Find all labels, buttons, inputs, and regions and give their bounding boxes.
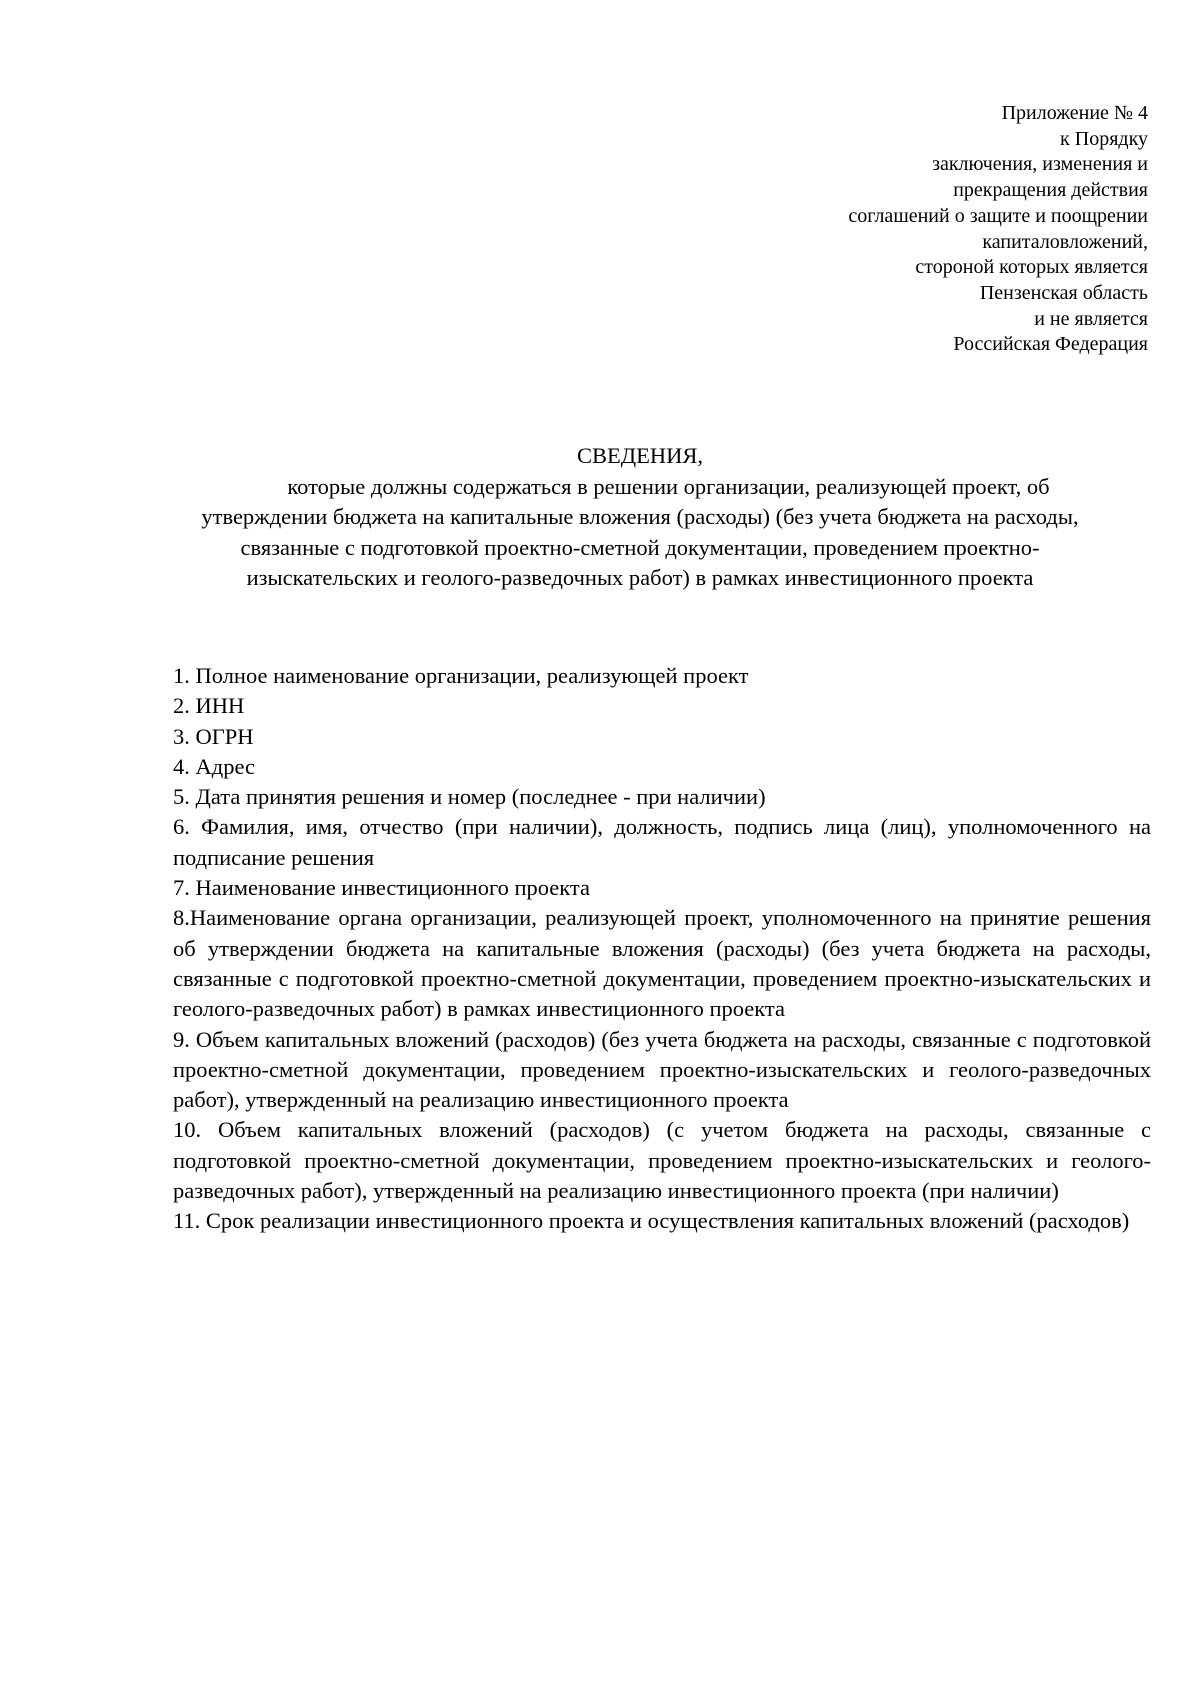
list-item: 2. ИНН (173, 693, 245, 719)
appendix-line: соглашений о защите и поощрении (848, 204, 1148, 227)
list-item: 1. Полное наименование организации, реализующей проект (173, 663, 749, 688)
list-item: 8.Наименование органа организации, реализующей проект, уполномоченного на принятие решения об утверждении бюджета на капитальные вложения (расходы) (без учета бюджета на расходы, связанные с подготовкой проектно-сметной документации, проведением проектно-изыскательских и геолого-разведочных работ) в рамках инвестиционного проекта (173, 905, 1151, 1022)
document-subtitle: которые должны содержаться в решении организации, реализующей проект, об утверждении бюджета на капитальные вложения (расходы) (без учета бюджета на расходы, связанные с подготовкой проектно-сметной документации, проведением проектно-изыскательских и геолого-разведочных работ) в рамках инвестиционного проекта (201, 473, 1079, 590)
appendix-line: прекращения действия (953, 179, 1148, 202)
appendix-line: Приложение № 4 (1001, 102, 1148, 124)
document-title: СВЕДЕНИЯ, (577, 443, 703, 468)
appendix-line: капиталовложений, (982, 230, 1148, 253)
list-item: 11. Срок реализации инвестиционного проекта и осуществления капитальных вложений (расходов) (173, 1208, 1130, 1234)
items-list (173, 661, 1151, 1237)
appendix-header (588, 101, 1148, 358)
list-item: 10. Объем капитальных вложений (расходов) (с учетом бюджета на расходы, связанные с подготовкой проектно-сметной документации, проведением проектно-изыскательских и геолого-разведочных работ), утвержденный на реализацию инвестиционного проекта (при наличии) (173, 1117, 1151, 1204)
list-item: 7. Наименование инвестиционного проекта (173, 875, 591, 901)
document-title-block (175, 441, 1105, 594)
list-item: 9. Объем капитальных вложений (расходов) (без учета бюджета на расходы, связанные с подготовкой проектно-сметной документации, проведением проектно-изыскательских и геолого-разведочных работ), утвержденный на реализацию инвестиционного проекта (173, 1026, 1151, 1113)
list-item: 3. ОГРН (173, 723, 254, 749)
appendix-line: Пензенская область (979, 281, 1148, 304)
appendix-line: Российская Федерация (953, 333, 1148, 356)
appendix-line: стороной которых является (915, 256, 1148, 279)
list-item: 5. Дата принятия решения и номер (последнее - при наличии) (173, 784, 766, 810)
appendix-line: к Порядку (1060, 127, 1148, 150)
appendix-line: и не является (1034, 307, 1148, 330)
list-item: 4. Адрес (173, 753, 255, 779)
appendix-line: заключения, изменения и (932, 153, 1148, 176)
list-item: 6. Фамилия, имя, отчество (при наличии), должность, подпись лица (лиц), уполномоченного на подписание решения (173, 814, 1151, 870)
